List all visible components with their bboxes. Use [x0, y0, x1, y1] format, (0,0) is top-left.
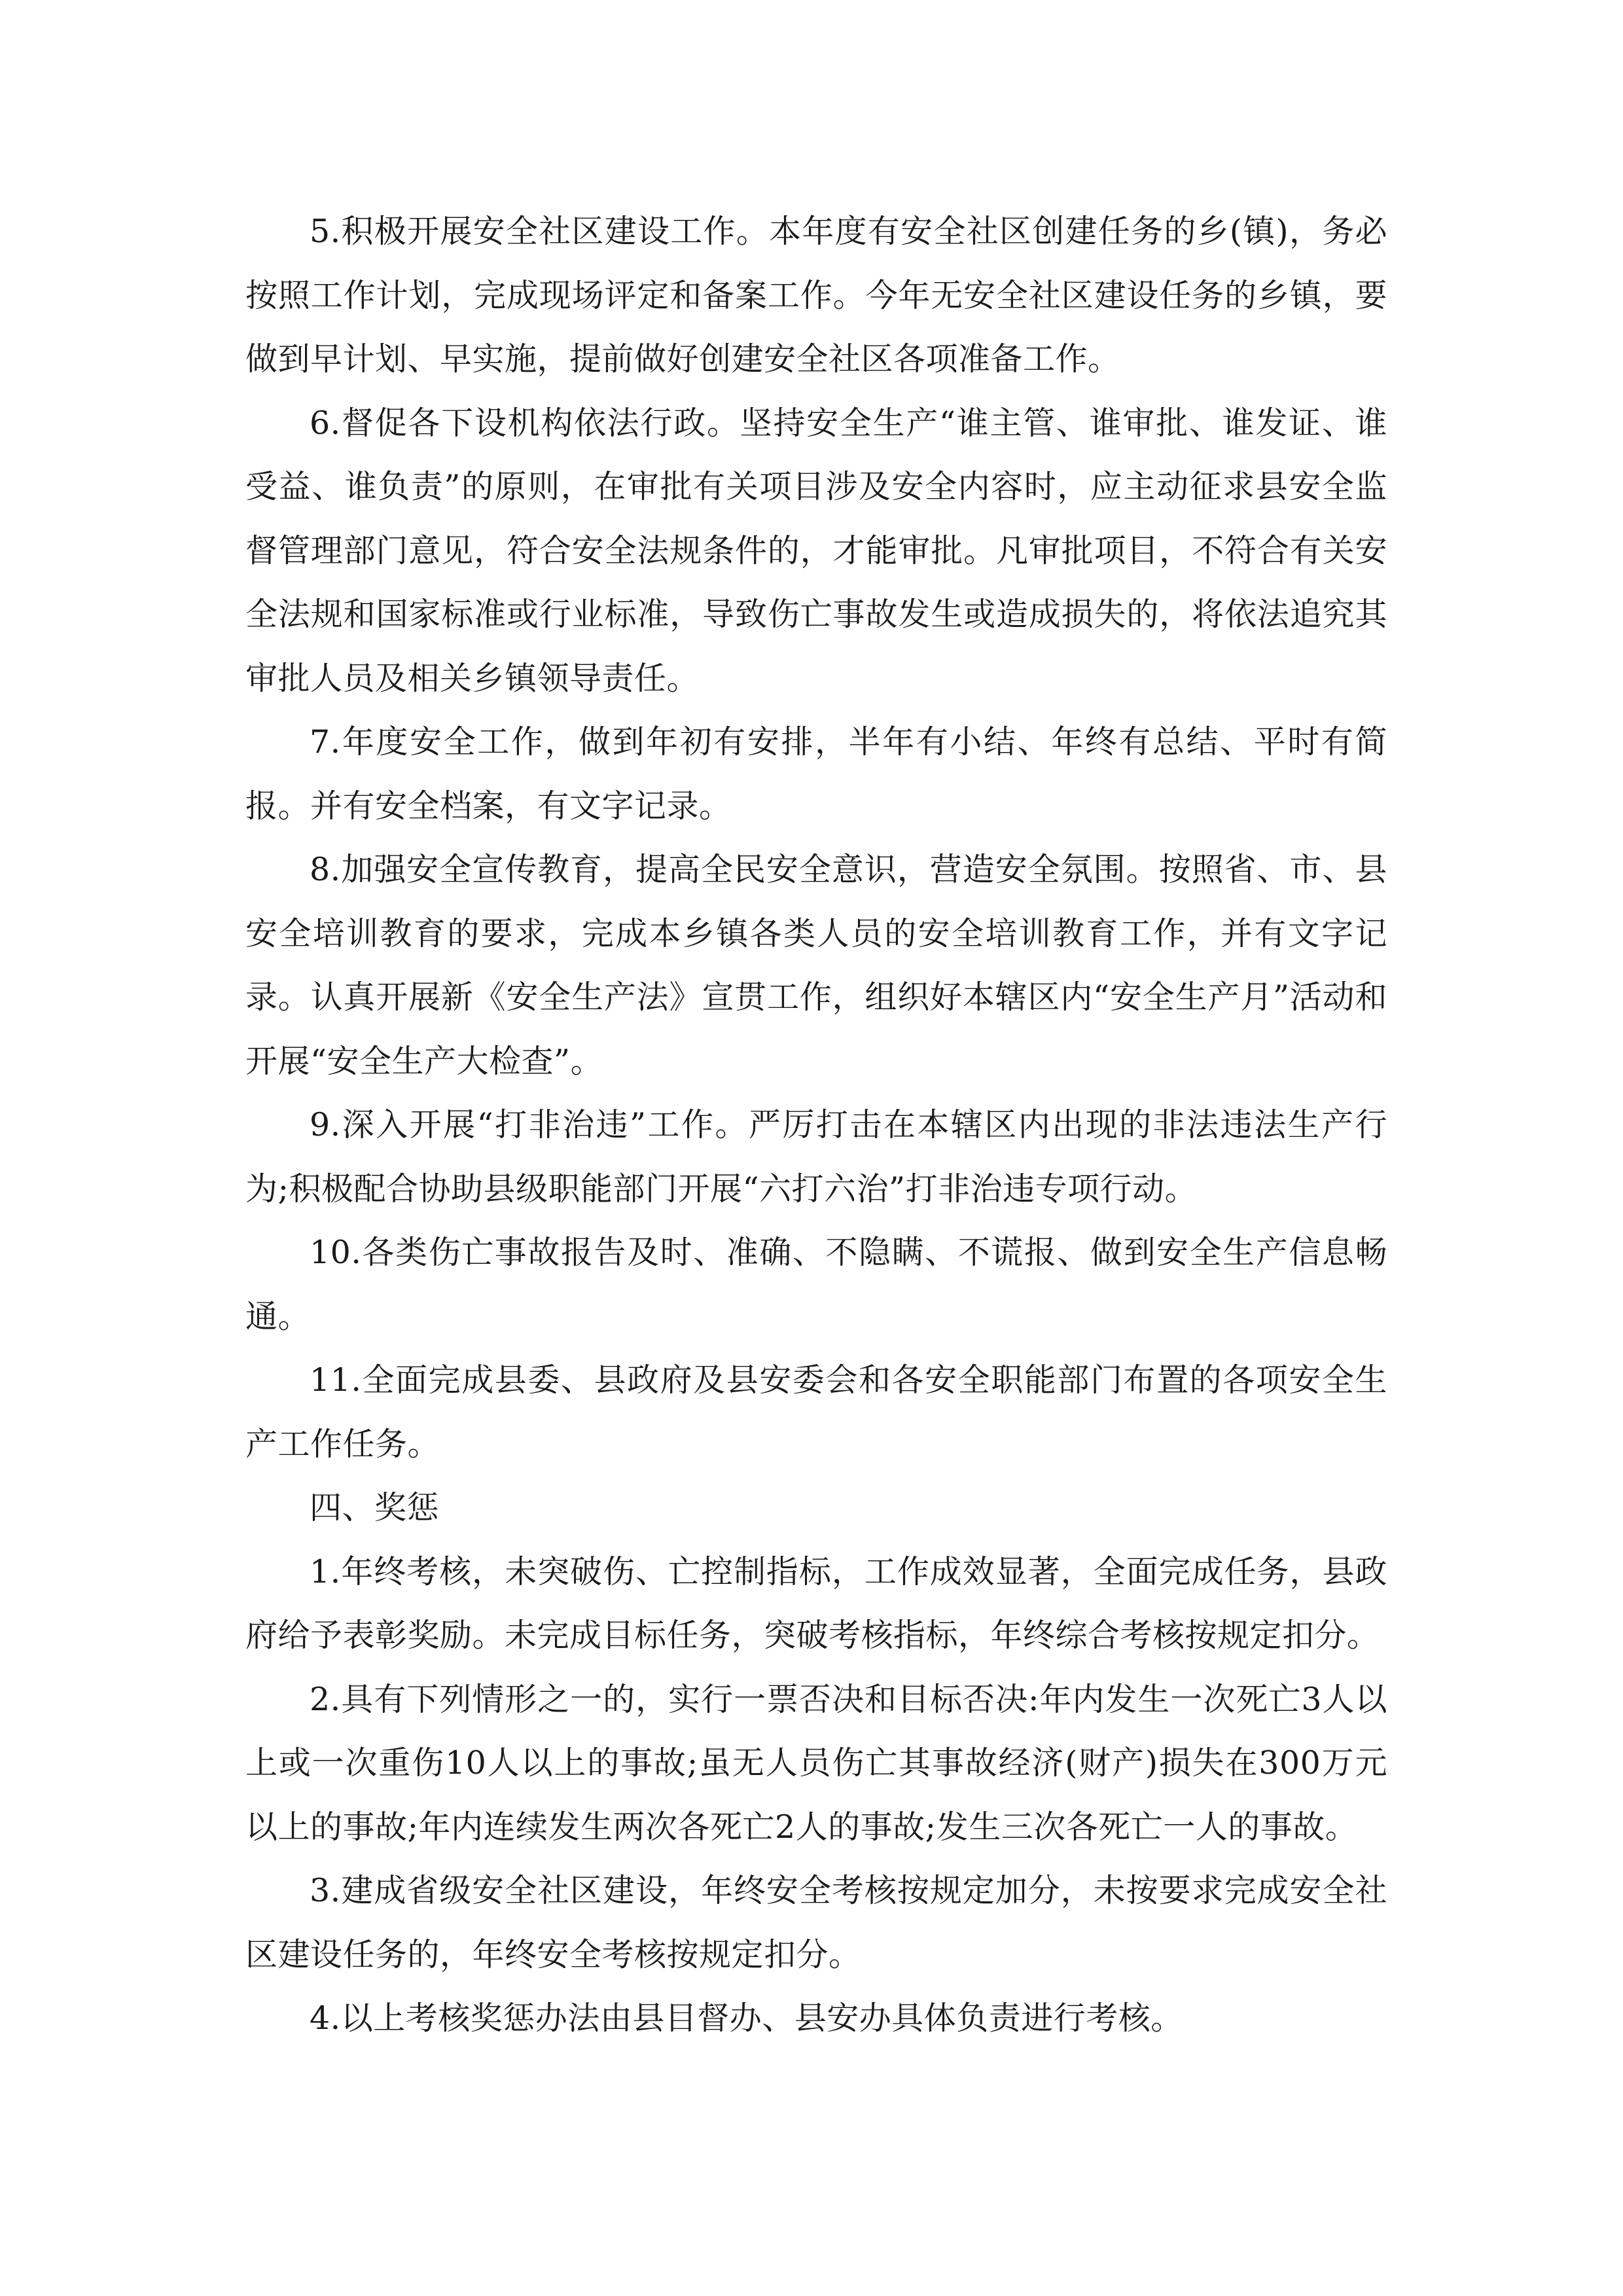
section-heading-rewards-penalties: 四、奖惩	[310, 1489, 440, 1526]
paragraph-item-6-lawful-administration: 6.督促各下设机构依法行政。坚持安全生产“谁主管、谁审批、谁发证、谁受益、谁负责”的原则，在审批有关项目涉及安全内容时，应主动征求县安全监督管理部门意见，符合安全法规条件的，才能审批。凡审批项目，不符合有关安全法规和国家标准或行业标准，导致伤亡事故发生或造成损失的，将依法追究其审批人员及相关乡镇领导责任。	[245, 404, 1387, 697]
paragraph-item-8-safety-education: 8.加强安全宣传教育，提高全民安全意识，营造安全氛围。按照省、市、县安全培训教育的要求，完成本乡镇各类人员的安全培训教育工作，并有文字记录。认真开展新《安全生产法》宣贯工作，组织好本辖区内“安全生产月”活动和开展“安全生产大检查”。	[245, 851, 1387, 1080]
paragraph-reward-2-veto-conditions: 2.具有下列情形之一的，实行一票否决和目标否决:年内发生一次死亡3人以上或一次重伤10人以上的事故;虽无人员伤亡其事故经济(财产)损失在300万元以上的事故;年内连续发生两次各死亡2人的事故;发生三次各死亡一人的事故。	[245, 1680, 1387, 1846]
paragraph-item-9-crackdown: 9.深入开展“打非治违”工作。严厉打击在本辖区内出现的非法违法生产行为;积极配合协助县级职能部门开展“六打六治”打非治违专项行动。	[245, 1106, 1387, 1208]
paragraph-item-11-complete-tasks: 11.全面完成县委、县政府及县安委会和各安全职能部门布置的各项安全生产工作任务。	[245, 1361, 1387, 1463]
paragraph-item-7-annual-work: 7.年度安全工作，做到年初有安排，半年有小结、年终有总结、平时有简报。并有安全档案，有文字记录。	[245, 723, 1387, 825]
paragraph-reward-3-bonus-points: 3.建成省级安全社区建设，年终安全考核按规定加分，未按要求完成安全社区建设任务的，年终安全考核按规定扣分。	[245, 1872, 1387, 1973]
paragraph-item-10-accident-reporting: 10.各类伤亡事故报告及时、准确、不隐瞒、不谎报、做到安全生产信息畅通。	[245, 1234, 1387, 1335]
paragraph-reward-4-responsible-office: 4.以上考核奖惩办法由县目督办、县安办具体负责进行考核。	[310, 2000, 1183, 2037]
paragraph-reward-1-year-end-assessment: 1.年终考核，未突破伤、亡控制指标，工作成效显著，全面完成任务，县政府给予表彰奖励。未完成目标任务，突破考核指标，年终综合考核按规定扣分。	[245, 1552, 1387, 1654]
paragraph-item-5-safe-community: 5.积极开展安全社区建设工作。本年度有安全社区创建任务的乡(镇)，务必按照工作计划，完成现场评定和备案工作。今年无安全社区建设任务的乡镇，要做到早计划、早实施，提前做好创建安全社区各项准备工作。	[245, 213, 1387, 378]
document-body	[245, 200, 1387, 2051]
